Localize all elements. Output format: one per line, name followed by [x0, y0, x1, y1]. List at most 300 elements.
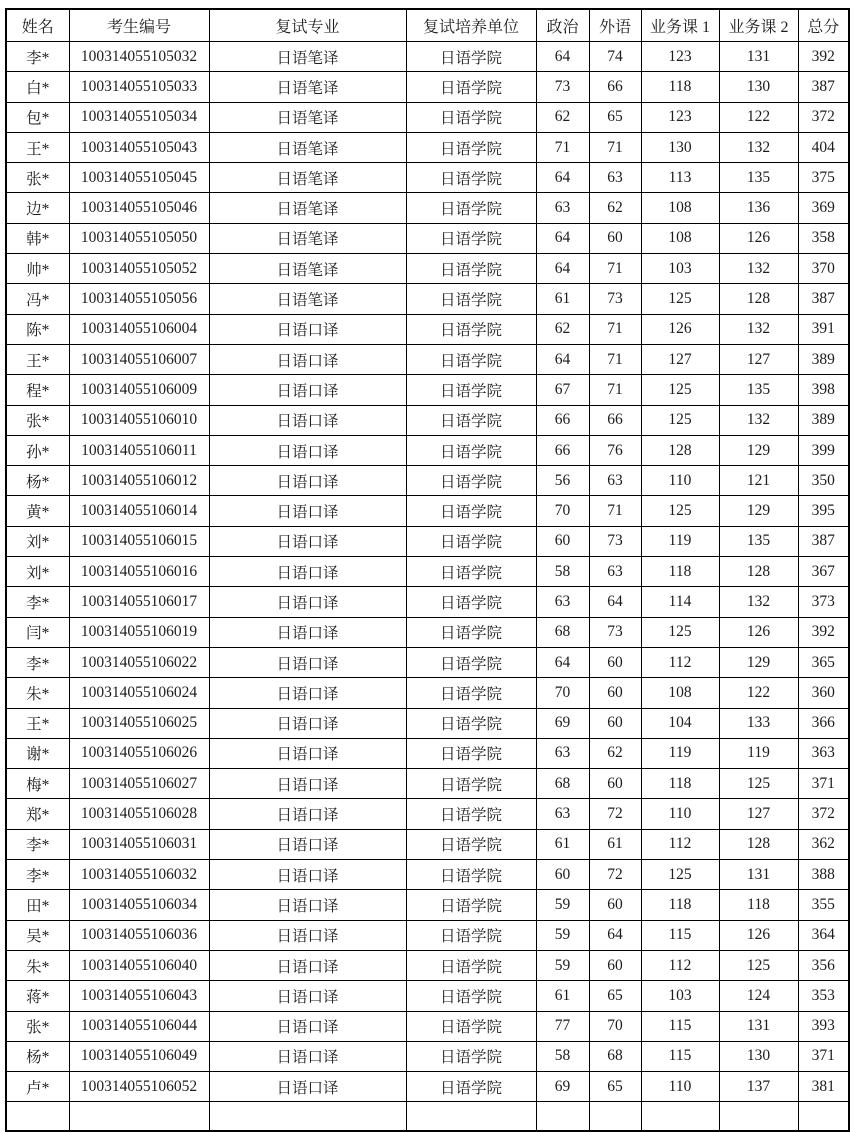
cell-name: 王*	[6, 344, 69, 374]
cell-course1: 115	[641, 1041, 719, 1071]
table-row	[6, 223, 849, 253]
cell-course1: 125	[641, 496, 719, 526]
table-row	[6, 284, 849, 314]
cell-major: 日语口译	[209, 738, 406, 768]
cell-foreign: 76	[589, 435, 641, 465]
cell-name: 卢*	[6, 1072, 69, 1102]
cell-course2: 132	[719, 587, 798, 617]
cell-course1: 119	[641, 526, 719, 556]
cell-politics: 66	[536, 405, 589, 435]
cell-foreign: 65	[589, 981, 641, 1011]
cell-unit: 日语学院	[406, 829, 536, 859]
cell-unit: 日语学院	[406, 860, 536, 890]
cell-course1: 130	[641, 132, 719, 162]
cell-course1: 118	[641, 72, 719, 102]
cell-candidate-id: 100314055106024	[69, 678, 209, 708]
cell-name: 陈*	[6, 314, 69, 344]
cell-total: 358	[798, 223, 849, 253]
cell-major: 日语口译	[209, 557, 406, 587]
cell-course2: 125	[719, 769, 798, 799]
table-row	[6, 587, 849, 617]
cell-unit-empty	[406, 1102, 536, 1132]
cell-candidate-id: 100314055105046	[69, 193, 209, 223]
cell-candidate-id: 100314055106012	[69, 466, 209, 496]
cell-course2: 126	[719, 920, 798, 950]
cell-candidate-id: 100314055106010	[69, 405, 209, 435]
cell-course2: 135	[719, 375, 798, 405]
cell-course1: 103	[641, 981, 719, 1011]
cell-politics: 64	[536, 42, 589, 72]
cell-major: 日语口译	[209, 1041, 406, 1071]
cell-name: 李*	[6, 829, 69, 859]
cell-candidate-id: 100314055106016	[69, 557, 209, 587]
cell-name: 李*	[6, 860, 69, 890]
cell-candidate-id: 100314055106040	[69, 950, 209, 980]
cell-name: 刘*	[6, 557, 69, 587]
cell-politics: 58	[536, 1041, 589, 1071]
cell-foreign: 62	[589, 738, 641, 768]
cell-course1: 108	[641, 678, 719, 708]
cell-politics: 70	[536, 678, 589, 708]
cell-course2: 137	[719, 1072, 798, 1102]
cell-name: 李*	[6, 587, 69, 617]
cell-total: 350	[798, 466, 849, 496]
table-row	[6, 375, 849, 405]
cell-foreign: 73	[589, 284, 641, 314]
cell-major: 日语口译	[209, 375, 406, 405]
cell-course2: 132	[719, 405, 798, 435]
cell-major: 日语口译	[209, 466, 406, 496]
cell-major: 日语笔译	[209, 254, 406, 284]
table-row	[6, 769, 849, 799]
cell-total: 353	[798, 981, 849, 1011]
cell-name: 包*	[6, 102, 69, 132]
cell-name: 王*	[6, 132, 69, 162]
header-cell-candidate-id: 考生编号	[69, 9, 209, 42]
cell-unit: 日语学院	[406, 1011, 536, 1041]
cell-candidate-id: 100314055105033	[69, 72, 209, 102]
table-row	[6, 132, 849, 162]
table-row	[6, 254, 849, 284]
cell-foreign: 62	[589, 193, 641, 223]
cell-foreign: 71	[589, 496, 641, 526]
cell-politics: 68	[536, 617, 589, 647]
table-row	[6, 42, 849, 72]
cell-politics: 63	[536, 799, 589, 829]
cell-politics: 56	[536, 466, 589, 496]
cell-total: 372	[798, 102, 849, 132]
cell-total: 392	[798, 617, 849, 647]
cell-course1-empty	[641, 1102, 719, 1132]
cell-name: 谢*	[6, 738, 69, 768]
cell-foreign: 65	[589, 102, 641, 132]
header-cell-foreign: 外语	[589, 9, 641, 42]
table-row	[6, 1041, 849, 1071]
cell-foreign: 71	[589, 254, 641, 284]
header-cell-politics: 政治	[536, 9, 589, 42]
header-cell-course1: 业务课 1	[641, 9, 719, 42]
cell-foreign: 63	[589, 466, 641, 496]
table-row	[6, 950, 849, 980]
cell-foreign: 60	[589, 223, 641, 253]
cell-course2: 130	[719, 1041, 798, 1071]
header-cell-major: 复试专业	[209, 9, 406, 42]
cell-foreign: 68	[589, 1041, 641, 1071]
cell-major-empty	[209, 1102, 406, 1132]
cell-major: 日语口译	[209, 829, 406, 859]
cell-course1: 112	[641, 950, 719, 980]
cell-politics: 60	[536, 526, 589, 556]
cell-total: 395	[798, 496, 849, 526]
table-row	[6, 860, 849, 890]
cell-major: 日语口译	[209, 769, 406, 799]
cell-course1: 118	[641, 557, 719, 587]
cell-course1: 123	[641, 42, 719, 72]
cell-unit: 日语学院	[406, 950, 536, 980]
cell-major: 日语口译	[209, 799, 406, 829]
cell-total: 370	[798, 254, 849, 284]
cell-politics: 70	[536, 496, 589, 526]
cell-unit: 日语学院	[406, 769, 536, 799]
cell-major: 日语口译	[209, 647, 406, 677]
cell-unit: 日语学院	[406, 799, 536, 829]
cell-major: 日语口译	[209, 405, 406, 435]
cell-course2: 129	[719, 496, 798, 526]
table-row	[6, 920, 849, 950]
cell-total: 360	[798, 678, 849, 708]
cell-course1: 126	[641, 314, 719, 344]
cell-unit: 日语学院	[406, 587, 536, 617]
cell-course1: 118	[641, 769, 719, 799]
cell-unit: 日语学院	[406, 526, 536, 556]
cell-total: 371	[798, 1041, 849, 1071]
table-row	[6, 799, 849, 829]
cell-politics: 59	[536, 890, 589, 920]
cell-name: 白*	[6, 72, 69, 102]
cell-candidate-id: 100314055106019	[69, 617, 209, 647]
table-row	[6, 466, 849, 496]
cell-unit: 日语学院	[406, 617, 536, 647]
cell-course1: 127	[641, 344, 719, 374]
cell-major: 日语口译	[209, 860, 406, 890]
cell-major: 日语笔译	[209, 132, 406, 162]
cell-course1: 110	[641, 466, 719, 496]
cell-politics: 61	[536, 284, 589, 314]
cell-unit: 日语学院	[406, 466, 536, 496]
cell-course2: 131	[719, 860, 798, 890]
cell-foreign-empty	[589, 1102, 641, 1132]
cell-politics: 77	[536, 1011, 589, 1041]
cell-course2: 136	[719, 193, 798, 223]
cell-politics: 64	[536, 647, 589, 677]
table-row	[6, 981, 849, 1011]
table-row	[6, 557, 849, 587]
cell-total: 362	[798, 829, 849, 859]
cell-candidate-id: 100314055105052	[69, 254, 209, 284]
cell-course2: 133	[719, 708, 798, 738]
cell-unit: 日语学院	[406, 284, 536, 314]
cell-course1: 119	[641, 738, 719, 768]
cell-candidate-id: 100314055106032	[69, 860, 209, 890]
cell-candidate-id: 100314055106014	[69, 496, 209, 526]
cell-course2: 122	[719, 102, 798, 132]
table-row	[6, 193, 849, 223]
cell-name: 边*	[6, 193, 69, 223]
cell-course2: 127	[719, 344, 798, 374]
cell-course1: 113	[641, 163, 719, 193]
cell-course2: 126	[719, 617, 798, 647]
cell-total: 356	[798, 950, 849, 980]
cell-name: 郑*	[6, 799, 69, 829]
cell-politics-empty	[536, 1102, 589, 1132]
cell-major: 日语口译	[209, 314, 406, 344]
cell-course1: 125	[641, 405, 719, 435]
cell-course2: 128	[719, 557, 798, 587]
cell-name: 张*	[6, 1011, 69, 1041]
cell-foreign: 60	[589, 769, 641, 799]
cell-foreign: 71	[589, 375, 641, 405]
cell-foreign: 71	[589, 314, 641, 344]
cell-unit: 日语学院	[406, 254, 536, 284]
table-row	[6, 344, 849, 374]
header-cell-name: 姓名	[6, 9, 69, 42]
table-row	[6, 1011, 849, 1041]
cell-course2: 129	[719, 647, 798, 677]
cell-candidate-id: 100314055106052	[69, 1072, 209, 1102]
cell-unit: 日语学院	[406, 405, 536, 435]
table-row	[6, 496, 849, 526]
cell-politics: 58	[536, 557, 589, 587]
cell-name: 王*	[6, 708, 69, 738]
cell-major: 日语口译	[209, 496, 406, 526]
cell-major: 日语口译	[209, 344, 406, 374]
cell-major: 日语口译	[209, 678, 406, 708]
cell-foreign: 60	[589, 708, 641, 738]
cell-total: 389	[798, 405, 849, 435]
cell-candidate-id: 100314055106036	[69, 920, 209, 950]
cell-course2: 125	[719, 950, 798, 980]
cell-politics: 64	[536, 163, 589, 193]
cell-foreign: 71	[589, 344, 641, 374]
cell-major: 日语笔译	[209, 284, 406, 314]
cell-candidate-id: 100314055106011	[69, 435, 209, 465]
cell-name: 朱*	[6, 950, 69, 980]
cell-name: 张*	[6, 405, 69, 435]
cell-foreign: 63	[589, 163, 641, 193]
table-row	[6, 163, 849, 193]
cell-major: 日语笔译	[209, 72, 406, 102]
cell-politics: 64	[536, 254, 589, 284]
cell-unit: 日语学院	[406, 42, 536, 72]
cell-candidate-id: 100314055106025	[69, 708, 209, 738]
cell-candidate-id: 100314055105032	[69, 42, 209, 72]
cell-total: 393	[798, 1011, 849, 1041]
cell-foreign: 64	[589, 920, 641, 950]
cell-course2: 129	[719, 435, 798, 465]
table-row	[6, 708, 849, 738]
cell-name: 梅*	[6, 769, 69, 799]
cell-major: 日语笔译	[209, 223, 406, 253]
cell-major: 日语笔译	[209, 163, 406, 193]
table-row	[6, 738, 849, 768]
cell-major: 日语口译	[209, 587, 406, 617]
header-cell-total: 总分	[798, 9, 849, 42]
cell-course1: 125	[641, 375, 719, 405]
cell-total: 389	[798, 344, 849, 374]
table-row	[6, 526, 849, 556]
cell-course2: 119	[719, 738, 798, 768]
cell-course2: 132	[719, 314, 798, 344]
cell-politics: 60	[536, 860, 589, 890]
cell-total: 398	[798, 375, 849, 405]
cell-course2: 131	[719, 1011, 798, 1041]
cell-course2: 135	[719, 163, 798, 193]
cell-major: 日语口译	[209, 920, 406, 950]
cell-name: 蒋*	[6, 981, 69, 1011]
cell-unit: 日语学院	[406, 708, 536, 738]
cell-total: 375	[798, 163, 849, 193]
cell-major: 日语口译	[209, 1011, 406, 1041]
cell-candidate-id: 100314055105056	[69, 284, 209, 314]
cell-course2: 132	[719, 132, 798, 162]
cell-total: 404	[798, 132, 849, 162]
cell-name: 程*	[6, 375, 69, 405]
cell-unit: 日语学院	[406, 132, 536, 162]
cell-candidate-id: 100314055106022	[69, 647, 209, 677]
cell-total: 392	[798, 42, 849, 72]
cell-unit: 日语学院	[406, 678, 536, 708]
cell-politics: 66	[536, 435, 589, 465]
cell-unit: 日语学院	[406, 890, 536, 920]
cell-unit: 日语学院	[406, 981, 536, 1011]
header-row	[6, 9, 849, 42]
partial-row	[6, 1102, 849, 1132]
cell-foreign: 71	[589, 132, 641, 162]
cell-name: 杨*	[6, 1041, 69, 1071]
cell-major: 日语笔译	[209, 102, 406, 132]
cell-name: 闫*	[6, 617, 69, 647]
cell-total: 373	[798, 587, 849, 617]
cell-unit: 日语学院	[406, 375, 536, 405]
cell-candidate-id: 100314055106015	[69, 526, 209, 556]
cell-course1: 125	[641, 617, 719, 647]
cell-candidate-id: 100314055105043	[69, 132, 209, 162]
cell-course2: 128	[719, 284, 798, 314]
cell-unit: 日语学院	[406, 72, 536, 102]
header-cell-course2: 业务课 2	[719, 9, 798, 42]
cell-unit: 日语学院	[406, 496, 536, 526]
cell-politics: 64	[536, 344, 589, 374]
cell-candidate-id: 100314055106028	[69, 799, 209, 829]
cell-course1: 128	[641, 435, 719, 465]
cell-unit: 日语学院	[406, 314, 536, 344]
cell-major: 日语口译	[209, 435, 406, 465]
cell-politics: 68	[536, 769, 589, 799]
cell-course1: 108	[641, 193, 719, 223]
cell-total: 355	[798, 890, 849, 920]
cell-unit: 日语学院	[406, 1041, 536, 1071]
cell-foreign: 73	[589, 617, 641, 647]
cell-total: 367	[798, 557, 849, 587]
cell-foreign: 63	[589, 557, 641, 587]
cell-name: 田*	[6, 890, 69, 920]
cell-course2: 135	[719, 526, 798, 556]
cell-course2: 121	[719, 466, 798, 496]
cell-politics: 67	[536, 375, 589, 405]
cell-major: 日语口译	[209, 890, 406, 920]
cell-course2: 132	[719, 254, 798, 284]
cell-name-empty	[6, 1102, 69, 1132]
cell-unit: 日语学院	[406, 102, 536, 132]
cell-total: 371	[798, 769, 849, 799]
cell-course1: 112	[641, 829, 719, 859]
table-body	[6, 42, 849, 1132]
cell-total: 372	[798, 799, 849, 829]
cell-course2: 128	[719, 829, 798, 859]
cell-candidate-id: 100314055106049	[69, 1041, 209, 1071]
cell-course1: 123	[641, 102, 719, 132]
cell-course1: 103	[641, 254, 719, 284]
cell-major: 日语笔译	[209, 42, 406, 72]
cell-politics: 59	[536, 950, 589, 980]
cell-total: 387	[798, 72, 849, 102]
cell-major: 日语口译	[209, 981, 406, 1011]
cell-candidate-id: 100314055106009	[69, 375, 209, 405]
cell-candidate-id: 100314055106026	[69, 738, 209, 768]
cell-major: 日语口译	[209, 950, 406, 980]
cell-name: 杨*	[6, 466, 69, 496]
cell-course1: 115	[641, 920, 719, 950]
cell-politics: 62	[536, 102, 589, 132]
cell-total: 387	[798, 284, 849, 314]
cell-name: 张*	[6, 163, 69, 193]
cell-name: 朱*	[6, 678, 69, 708]
cell-candidate-id: 100314055105034	[69, 102, 209, 132]
cell-course2: 124	[719, 981, 798, 1011]
cell-name: 黄*	[6, 496, 69, 526]
cell-name: 冯*	[6, 284, 69, 314]
cell-foreign: 61	[589, 829, 641, 859]
cell-unit: 日语学院	[406, 920, 536, 950]
cell-foreign: 60	[589, 647, 641, 677]
cell-course2: 126	[719, 223, 798, 253]
table-row	[6, 405, 849, 435]
cell-politics: 63	[536, 193, 589, 223]
cell-politics: 69	[536, 708, 589, 738]
cell-course2: 131	[719, 42, 798, 72]
cell-name: 刘*	[6, 526, 69, 556]
cell-total: 363	[798, 738, 849, 768]
scores-table	[5, 8, 850, 1132]
cell-unit: 日语学院	[406, 647, 536, 677]
cell-total-empty	[798, 1102, 849, 1132]
table-row	[6, 890, 849, 920]
cell-unit: 日语学院	[406, 223, 536, 253]
cell-course1: 104	[641, 708, 719, 738]
cell-total: 388	[798, 860, 849, 890]
cell-major: 日语口译	[209, 708, 406, 738]
cell-name: 李*	[6, 42, 69, 72]
cell-foreign: 66	[589, 405, 641, 435]
cell-course1: 112	[641, 647, 719, 677]
cell-total: 387	[798, 526, 849, 556]
cell-total: 391	[798, 314, 849, 344]
cell-name: 帅*	[6, 254, 69, 284]
header-cell-unit: 复试培养单位	[406, 9, 536, 42]
cell-course2: 118	[719, 890, 798, 920]
table-row	[6, 1072, 849, 1102]
table-row	[6, 435, 849, 465]
